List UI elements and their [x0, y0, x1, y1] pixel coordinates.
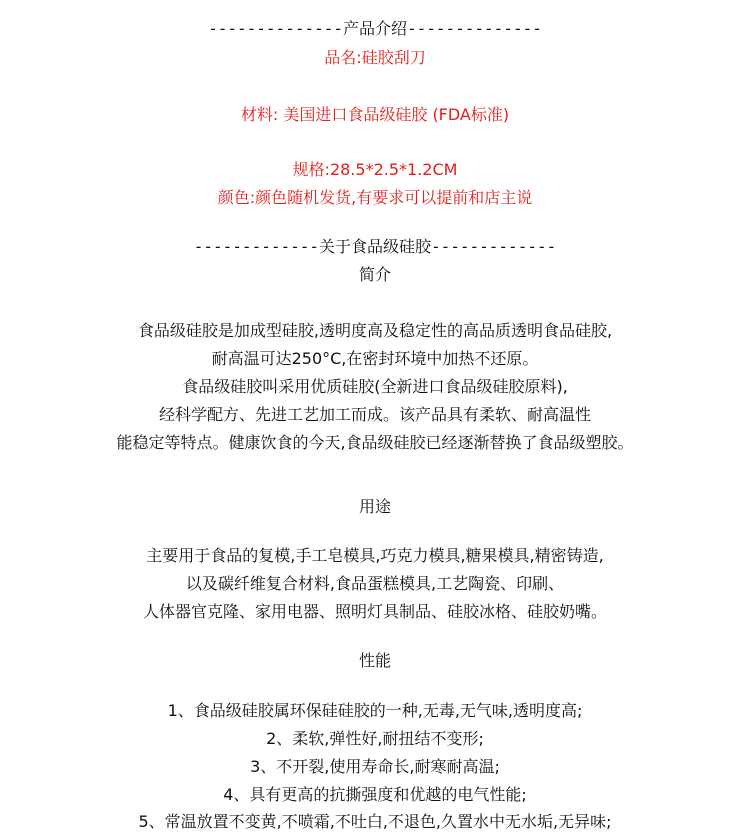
- product-name: 品名:硅胶刮刀: [324, 48, 426, 67]
- performance-item-5: 5、常温放置不变黄,不喷霜,不吐白,不退色,久置水中无水垢,无异味;: [138, 812, 612, 831]
- performance-item-2: 2、柔软,弹性好,耐扭结不变形;: [266, 729, 484, 748]
- about-header: -------------关于食品级硅胶-------------: [193, 237, 557, 256]
- about-title: 简介: [358, 265, 391, 284]
- about-line-2: 耐高温可达250°C,在密封环境中加热不还原。: [211, 349, 539, 368]
- about-line-1: 食品级硅胶是加成型硅胶,透明度高及稳定性的高品质透明食品硅胶,: [137, 321, 613, 340]
- intro-header: --------------产品介绍--------------: [208, 19, 542, 38]
- usage-title: 用途: [358, 497, 391, 516]
- about-line-3: 食品级硅胶叫采用优质硅胶(全新进口食品级硅胶原料),: [182, 377, 568, 396]
- usage-line-3: 人体器官克隆、家用电器、照明灯具制品、硅胶冰格、硅胶奶嘴。: [142, 602, 607, 621]
- performance-item-1: 1、食品级硅胶属环保硅硅胶的一种,无毒,无气味,透明度高;: [167, 701, 583, 720]
- performance-item-4: 4、具有更高的抗撕强度和优越的电气性能;: [223, 785, 527, 804]
- about-line-5: 能稳定等特点。健康饮食的今天,食品级硅胶已经逐渐替换了食品级塑胶。: [116, 433, 634, 452]
- product-spec: 规格:28.5*2.5*1.2CM: [292, 160, 458, 179]
- product-material: 材料: 美国进口食品级硅胶 (FDA标准): [240, 105, 510, 124]
- product-color: 颜色:颜色随机发货,有要求可以提前和店主说: [217, 188, 533, 207]
- performance-item-3: 3、不开裂,使用寿命长,耐寒耐高温;: [250, 757, 500, 776]
- usage-line-2: 以及碳纤维复合材料,食品蛋糕模具,工艺陶瓷、印刷、: [185, 574, 565, 593]
- performance-title: 性能: [358, 651, 391, 670]
- usage-line-1: 主要用于食品的复模,手工皂模具,巧克力模具,糖果模具,精密铸造,: [146, 546, 604, 565]
- about-line-4: 经科学配方、先进工艺加工而成。该产品具有柔软、耐高温性: [158, 405, 591, 424]
